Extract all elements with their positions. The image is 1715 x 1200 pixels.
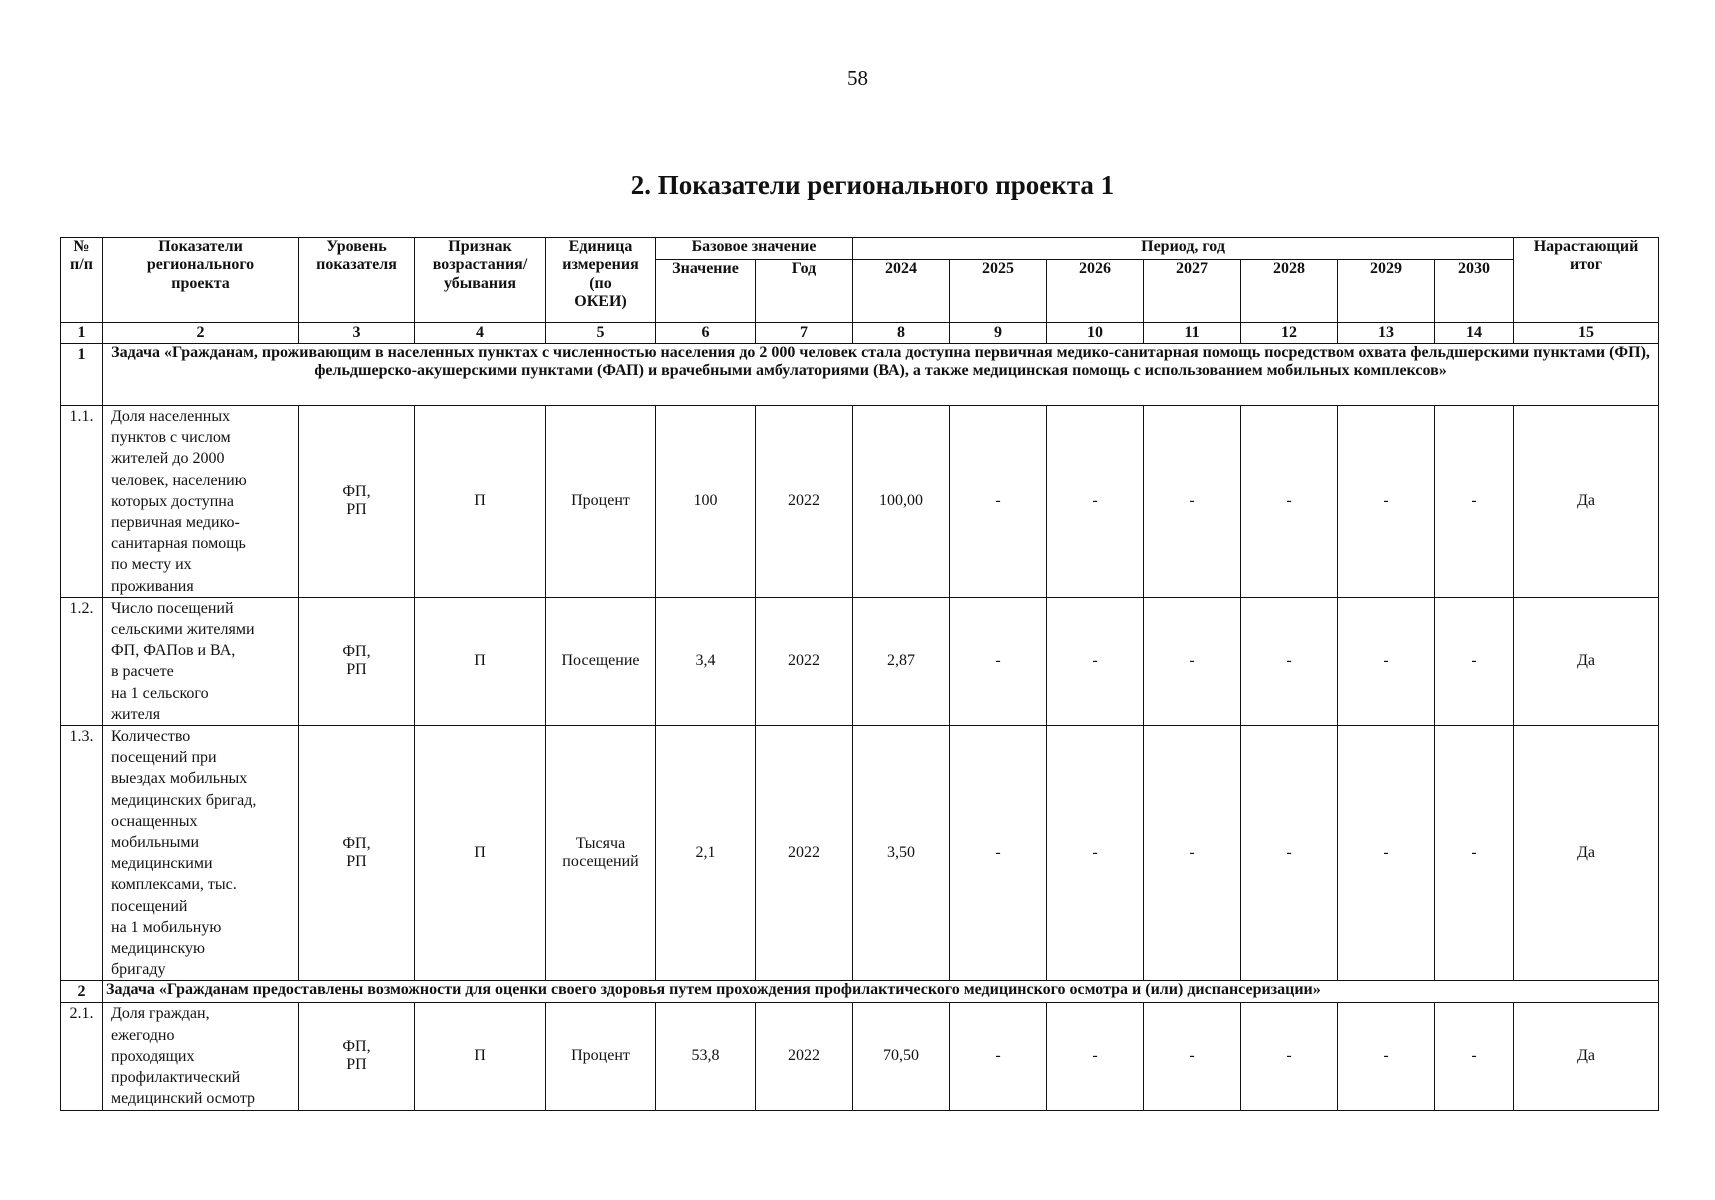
indicator-unit: Тысяча посещений [546, 726, 656, 981]
cumulative-flag: Да [1514, 597, 1659, 725]
value-2025: - [950, 726, 1047, 981]
value-2029: - [1338, 1003, 1435, 1110]
value-2027: - [1144, 1003, 1241, 1110]
indicator-row [61, 406, 1659, 598]
base-year: 2022 [756, 726, 853, 981]
column-number: 10 [1047, 323, 1144, 344]
value-2025: - [950, 406, 1047, 598]
indicator-trend: П [415, 406, 546, 598]
indicator-unit: Посещение [546, 597, 656, 725]
header-trend: Признак возрастания/ убывания [415, 238, 546, 323]
value-2029: - [1338, 597, 1435, 725]
column-number: 1 [61, 323, 103, 344]
value-2027: - [1144, 597, 1241, 725]
row-number: 1.2. [61, 597, 103, 725]
indicator-row [61, 1003, 1659, 1110]
header-year-2027: 2027 [1144, 260, 1241, 323]
value-2030: - [1435, 406, 1514, 598]
column-number: 8 [853, 323, 950, 344]
row-number: 2.1. [61, 1003, 103, 1110]
header-base-value: Значение [656, 260, 756, 323]
base-year: 2022 [756, 406, 853, 598]
base-year: 2022 [756, 597, 853, 725]
header-row-number: № п/п [61, 238, 103, 323]
indicator-unit: Процент [546, 1003, 656, 1110]
column-number: 6 [656, 323, 756, 344]
base-value: 2,1 [656, 726, 756, 981]
column-number: 13 [1338, 323, 1435, 344]
header-base-group: Базовое значение [656, 238, 853, 260]
value-2030: - [1435, 1003, 1514, 1110]
value-2024: 3,50 [853, 726, 950, 981]
indicator-name: Количество посещений при выездах мобильных медицинских бригад, оснащенных мобильными медицинскими комплексами, тыс. посещений на 1 мобильную медицинскую бригаду [103, 726, 299, 981]
header-year-2024: 2024 [853, 260, 950, 323]
value-2026: - [1047, 597, 1144, 725]
value-2029: - [1338, 726, 1435, 981]
value-2028: - [1241, 1003, 1338, 1110]
column-number: 15 [1514, 323, 1659, 344]
column-number: 12 [1241, 323, 1338, 344]
column-number: 3 [299, 323, 415, 344]
column-number: 2 [103, 323, 299, 344]
value-2027: - [1144, 406, 1241, 598]
header-year-2026: 2026 [1047, 260, 1144, 323]
header-unit: Единица измерения (по ОКЕИ) [546, 238, 656, 323]
value-2029: - [1338, 406, 1435, 598]
cumulative-flag: Да [1514, 406, 1659, 598]
indicator-name: Доля граждан, ежегодно проходящих профилактический медицинский осмотр [103, 1003, 299, 1110]
column-number: 7 [756, 323, 853, 344]
row-number: 1.3. [61, 726, 103, 981]
value-2025: - [950, 1003, 1047, 1110]
indicator-name: Число посещений сельскими жителями ФП, ФАПов и ВА, в расчете на 1 сельского жителя [103, 597, 299, 725]
indicator-row [61, 597, 1659, 725]
task-number: 1 [61, 344, 103, 406]
indicator-level: ФП, РП [299, 1003, 415, 1110]
column-number: 11 [1144, 323, 1241, 344]
indicators-table [60, 237, 1659, 1111]
cumulative-flag: Да [1514, 726, 1659, 981]
header-level: Уровень показателя [299, 238, 415, 323]
header-year-2028: 2028 [1241, 260, 1338, 323]
indicator-level: ФП, РП [299, 406, 415, 598]
page-number: 58 [847, 66, 868, 90]
task-text: Задача «Гражданам, проживающим в населенных пунктах с численностью населения до 2 000 человек стала доступна первичная медико-санитарная помощь посредством охвата фельдшерскими пунктами (ФП), фельдшерско-акушерскими пунктами (ФАП) и врачебными амбулаториями (ВА), а также медицинская помощь с использованием мобильных комплексов» [103, 344, 1659, 406]
value-2025: - [950, 597, 1047, 725]
indicator-row [61, 726, 1659, 981]
task-row [61, 981, 1659, 1003]
header-cumulative: Нарастающий итог [1514, 238, 1659, 323]
column-number: 9 [950, 323, 1047, 344]
column-number: 5 [546, 323, 656, 344]
value-2028: - [1241, 726, 1338, 981]
header-year-2030: 2030 [1435, 260, 1514, 323]
value-2026: - [1047, 1003, 1144, 1110]
indicator-trend: П [415, 597, 546, 725]
value-2026: - [1047, 406, 1144, 598]
base-value: 53,8 [656, 1003, 756, 1110]
header-base-year: Год [756, 260, 853, 323]
indicator-unit: Процент [546, 406, 656, 598]
task-row [61, 344, 1659, 406]
value-2028: - [1241, 597, 1338, 725]
indicator-level: ФП, РП [299, 597, 415, 725]
value-2026: - [1047, 726, 1144, 981]
column-number: 14 [1435, 323, 1514, 344]
task-number: 2 [61, 981, 103, 1003]
value-2030: - [1435, 597, 1514, 725]
value-2027: - [1144, 726, 1241, 981]
indicator-trend: П [415, 1003, 546, 1110]
header-period-group: Период, год [853, 238, 1514, 260]
task-text: Задача «Гражданам предоставлены возможности для оценки своего здоровья путем прохождения профилактического медицинского осмотра и (или) диспансеризации» [103, 981, 1659, 1003]
value-2028: - [1241, 406, 1338, 598]
indicator-trend: П [415, 726, 546, 981]
indicator-name: Доля населенных пунктов с числом жителей до 2000 человек, населению которых доступна первичная медико- санитарная помощь по месту их проживания [103, 406, 299, 598]
value-2024: 100,00 [853, 406, 950, 598]
value-2024: 70,50 [853, 1003, 950, 1110]
header-indicator: Показатели регионального проекта [103, 238, 299, 323]
cumulative-flag: Да [1514, 1003, 1659, 1110]
header-year-2025: 2025 [950, 260, 1047, 323]
value-2024: 2,87 [853, 597, 950, 725]
header-year-2029: 2029 [1338, 260, 1435, 323]
base-value: 100 [656, 406, 756, 598]
column-number-row [61, 323, 1659, 344]
base-value: 3,4 [656, 597, 756, 725]
indicator-level: ФП, РП [299, 726, 415, 981]
column-number: 4 [415, 323, 546, 344]
value-2030: - [1435, 726, 1514, 981]
page-title: 2. Показатели регионального проекта 1 [630, 170, 1115, 200]
base-year: 2022 [756, 1003, 853, 1110]
row-number: 1.1. [61, 406, 103, 598]
